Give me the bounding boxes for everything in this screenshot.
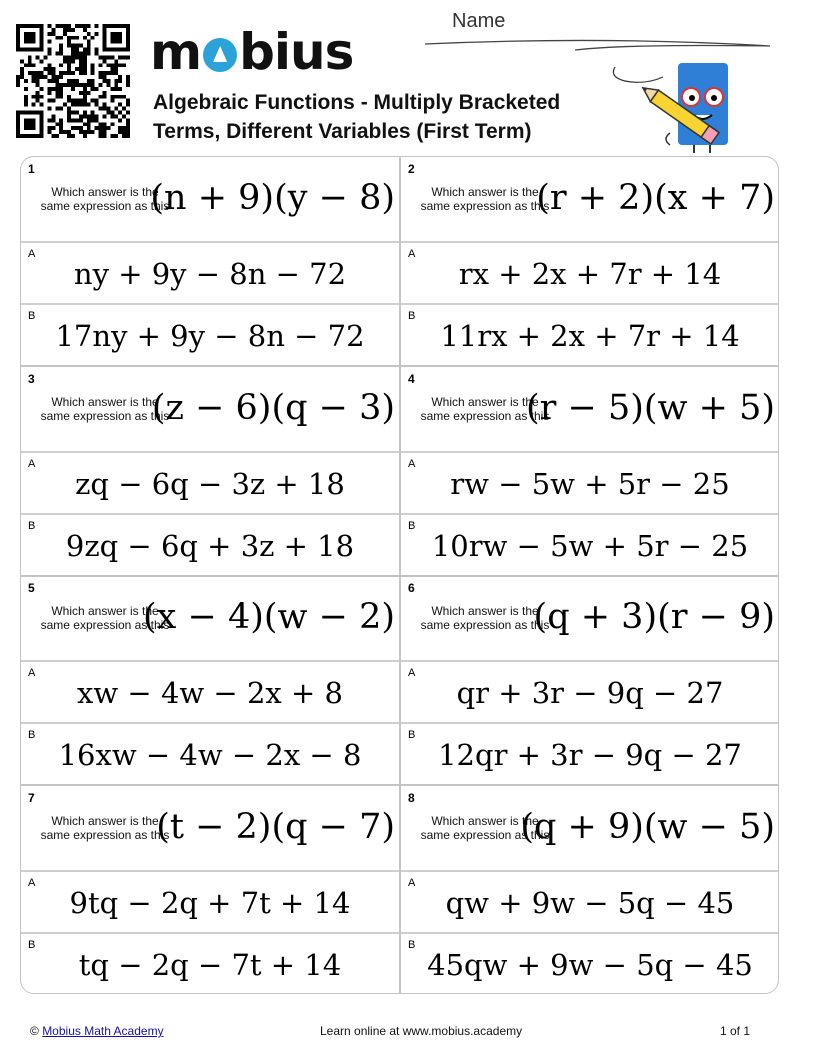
mascot-pencil-icon — [610, 45, 740, 155]
option-label-a: A — [408, 458, 416, 470]
answer-option-a[interactable] — [21, 242, 399, 304]
mobius-link[interactable]: Mobius Math Academy — [42, 1024, 164, 1038]
answer-expression-b: 17ny + 9y − 8n − 72 — [55, 319, 365, 353]
answer-option-a[interactable] — [401, 452, 779, 514]
question-number: 4 — [408, 372, 415, 386]
option-label-a: A — [28, 248, 36, 260]
question-cell — [401, 157, 779, 241]
answer-option-b[interactable] — [21, 933, 399, 994]
answer-option-b[interactable] — [401, 514, 779, 576]
copyright-symbol: © — [30, 1024, 39, 1038]
answer-expression-a: ny + 9y − 8n − 72 — [73, 257, 347, 291]
qr-code-icon — [16, 24, 130, 138]
answer-expression-b: 10rw − 5w + 5r − 25 — [431, 529, 749, 563]
question-prompt: Which answer is the same expression as this — [420, 185, 550, 213]
title-line-2: Terms, Different Variables (First Term) — [153, 120, 532, 143]
option-label-b: B — [28, 939, 36, 951]
answer-option-b[interactable] — [21, 514, 399, 576]
question-prompt: Which answer is the same expression as this — [40, 185, 170, 213]
answer-option-a[interactable] — [401, 871, 779, 933]
question-prompt: Which answer is the same expression as this — [40, 814, 170, 842]
option-label-a: A — [408, 667, 416, 679]
answer-expression-a: rw − 5w + 5r − 25 — [450, 467, 730, 501]
question-prompt: Which answer is the same expression as this — [420, 395, 550, 423]
logo-text-rest: bius — [239, 23, 354, 81]
option-label-b: B — [28, 310, 36, 322]
question-number: 3 — [28, 372, 35, 386]
option-label-b: B — [28, 520, 36, 532]
question-cell — [21, 786, 399, 870]
option-label-b: B — [408, 729, 416, 741]
option-label-a: A — [408, 248, 416, 260]
question-number: 8 — [408, 791, 415, 805]
question-prompt: Which answer is the same expression as this — [40, 395, 170, 423]
question-number: 2 — [408, 162, 415, 176]
answer-expression-a: zq − 6q − 3z + 18 — [75, 467, 345, 501]
answer-option-b[interactable] — [401, 933, 779, 994]
question-prompt: Which answer is the same expression as this — [420, 604, 550, 632]
answer-expression-b: 9zq − 6q + 3z + 18 — [65, 529, 355, 563]
option-label-b: B — [28, 729, 36, 741]
question-number: 5 — [28, 581, 35, 595]
answer-option-a[interactable] — [21, 661, 399, 723]
answer-expression-a: xw − 4w − 2x + 8 — [77, 676, 343, 710]
question-number: 6 — [408, 581, 415, 595]
footer-copyright — [30, 1024, 164, 1038]
option-label-a: A — [28, 667, 36, 679]
answer-option-a[interactable] — [21, 452, 399, 514]
answer-expression-b: 45qw + 9w − 5q − 45 — [427, 948, 753, 982]
question-number: 7 — [28, 791, 35, 805]
answer-option-b[interactable] — [401, 723, 779, 785]
question-cell — [21, 576, 399, 660]
answer-option-a[interactable] — [401, 242, 779, 304]
question-expression: (r + 2)(x + 7) — [536, 178, 775, 218]
option-label-b: B — [408, 939, 416, 951]
mobius-logo: m bius — [150, 23, 354, 81]
answer-option-a[interactable] — [21, 871, 399, 933]
question-expression: (z − 6)(q − 3) — [151, 388, 395, 428]
option-label-b: B — [408, 520, 416, 532]
answer-expression-b: 12qr + 3r − 9q − 27 — [438, 738, 742, 772]
question-grid — [20, 156, 779, 994]
answer-expression-a: rx + 2x + 7r + 14 — [458, 257, 722, 291]
answer-option-b[interactable] — [21, 723, 399, 785]
title-line-1: Algebraic Functions - Multiply Bracketed — [153, 91, 561, 114]
footer-center: Learn online at www.mobius.academy — [320, 1024, 523, 1038]
option-label-a: A — [408, 877, 416, 889]
answer-expression-a: 9tq − 2q + 7t + 14 — [69, 886, 351, 920]
question-cell — [401, 786, 779, 870]
question-expression: (q + 3)(r − 9) — [533, 597, 775, 637]
question-prompt: Which answer is the same expression as this — [420, 814, 550, 842]
question-expression: (x − 4)(w − 2) — [142, 597, 395, 637]
answer-expression-a: qr + 3r − 9q − 27 — [456, 676, 724, 710]
question-expression: (t − 2)(q − 7) — [156, 807, 395, 847]
question-cell — [401, 367, 779, 451]
answer-option-b[interactable] — [401, 304, 779, 366]
name-label: Name — [452, 10, 506, 32]
answer-expression-a: qw + 9w − 5q − 45 — [445, 886, 735, 920]
question-number: 1 — [28, 162, 35, 176]
question-cell — [401, 576, 779, 660]
option-label-a: A — [28, 458, 36, 470]
page-number: 1 of 1 — [720, 1024, 751, 1038]
option-label-b: B — [408, 310, 416, 322]
logo-drop-icon — [203, 38, 237, 72]
question-expression: (r − 5)(w + 5) — [526, 388, 775, 428]
option-label-a: A — [28, 877, 36, 889]
answer-expression-b: 11rx + 2x + 7r + 14 — [440, 319, 740, 353]
question-prompt: Which answer is the same expression as this — [40, 604, 170, 632]
question-cell — [21, 367, 399, 451]
question-expression: (q + 9)(w − 5) — [520, 807, 775, 847]
worksheet-title — [153, 88, 673, 146]
answer-expression-b: tq − 2q − 7t + 14 — [78, 948, 342, 982]
question-expression: (n + 9)(y − 8) — [150, 178, 395, 218]
question-cell — [21, 157, 399, 241]
answer-option-a[interactable] — [401, 661, 779, 723]
answer-option-b[interactable] — [21, 304, 399, 366]
answer-expression-b: 16xw − 4w − 2x − 8 — [58, 738, 362, 772]
